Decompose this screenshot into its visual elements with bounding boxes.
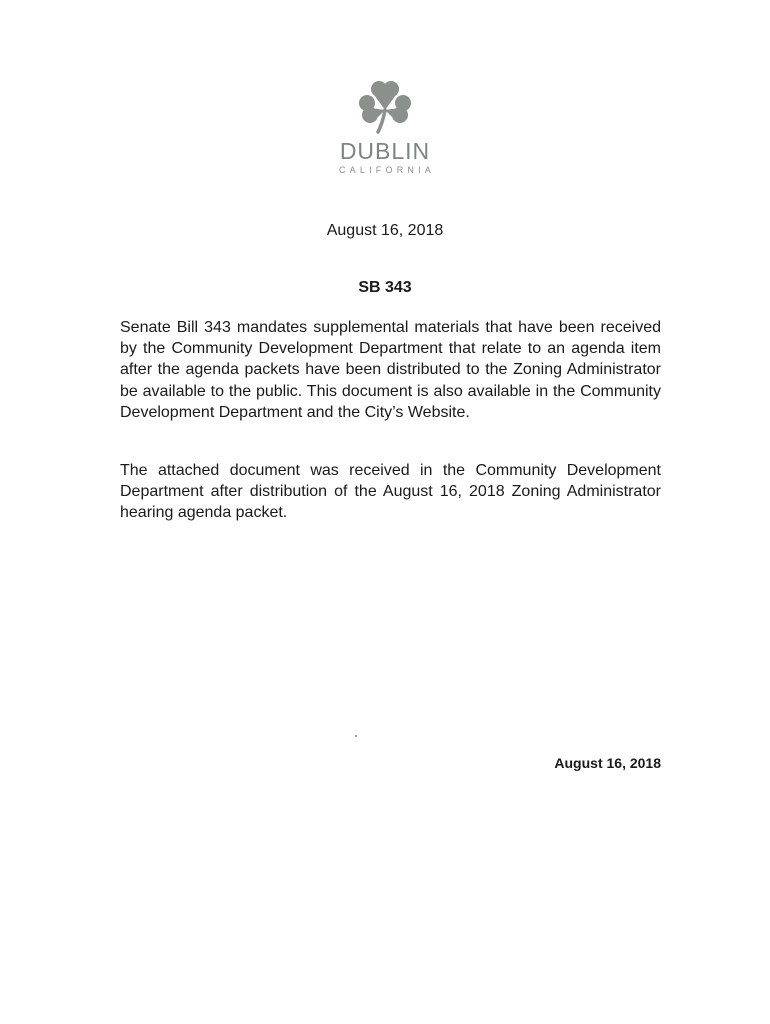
logo-state-name: CALIFORNIA — [338, 165, 435, 175]
document-title: SB 343 — [358, 279, 412, 296]
logo-city-name: DUBLIN — [339, 138, 431, 164]
paragraph-attached-document: The attached document was received in the Community Development Department after distribution of the August 16, 2018 Zoning Administrator hearing agenda packet. — [120, 462, 661, 522]
scan-speck — [355, 735, 357, 737]
paragraph-sb343-mandate: Senate Bill 343 mandates supplemental materials that have been received by the Community Development Department that relate to an agenda item after the agenda packets have been distributed to the Zoning Administrator be available to the public. This document is also available in the Community Development Department and the City’s Website. — [120, 319, 661, 421]
city-logo — [0, 76, 770, 176]
shamrock-icon — [358, 76, 412, 136]
footer-date: August 16, 2018 — [554, 755, 661, 771]
header-date: August 16, 2018 — [326, 222, 444, 239]
